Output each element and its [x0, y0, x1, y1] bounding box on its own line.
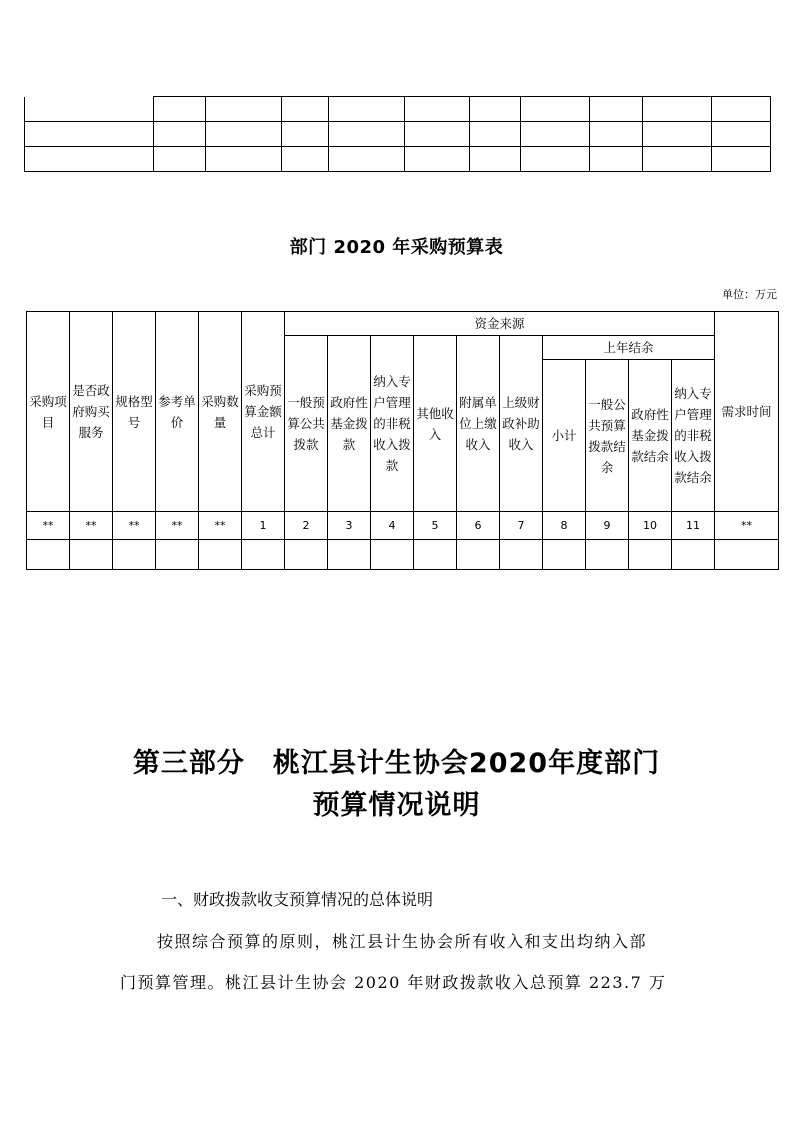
table-cell — [25, 147, 154, 172]
code-cell: 11 — [672, 512, 715, 540]
part-three-title-line2: 预算情况说明 — [312, 790, 481, 821]
empty-cell — [156, 540, 199, 570]
code-cell: 9 — [586, 512, 629, 540]
part-three-title-line1: 第三部分 桃江县计生协会2020年度部门 — [132, 748, 661, 779]
table-cell — [712, 97, 771, 122]
empty-cell — [27, 540, 70, 570]
table-cell — [329, 147, 405, 172]
table-cell — [521, 147, 590, 172]
header-funding-source: 资金来源 — [285, 312, 715, 336]
header-gov-fund: 政府性基金拨款 — [328, 336, 371, 512]
code-cell: ** — [199, 512, 242, 540]
code-cell: ** — [715, 512, 779, 540]
code-cell: 6 — [457, 512, 500, 540]
header-item: 采购项目 — [27, 312, 70, 512]
table-cell — [25, 97, 154, 122]
table-cell — [470, 122, 521, 147]
table-cell — [521, 122, 590, 147]
header-spec: 规格型号 — [113, 312, 156, 512]
section-heading: 一、财政拨款收支预算情况的总体说明 — [161, 890, 434, 909]
code-cell: 5 — [414, 512, 457, 540]
header-superior-subsidy: 上级财政补助收入 — [500, 336, 543, 512]
table-cell — [25, 122, 154, 147]
table-cell — [206, 97, 282, 122]
empty-cell — [672, 540, 715, 570]
header-last-year-balance: 上年结余 — [543, 336, 715, 360]
table-cell — [521, 97, 590, 122]
table-cell — [154, 147, 206, 172]
code-cell: ** — [113, 512, 156, 540]
empty-cell — [629, 540, 672, 570]
empty-cell — [285, 540, 328, 570]
header-gov-purchase: 是否政府购买服务 — [70, 312, 113, 512]
table-cell — [154, 122, 206, 147]
table-cell — [206, 122, 282, 147]
table-cell — [405, 97, 470, 122]
empty-cell — [457, 540, 500, 570]
table-cell — [712, 122, 771, 147]
table-cell — [470, 97, 521, 122]
header-subtotal: 小计 — [543, 360, 586, 512]
table-cell — [590, 122, 643, 147]
table-cell — [590, 147, 643, 172]
code-cell: ** — [27, 512, 70, 540]
code-cell: 3 — [328, 512, 371, 540]
header-nontax: 纳入专户管理的非税收入拨款 — [371, 336, 414, 512]
empty-cell — [242, 540, 285, 570]
empty-cell — [199, 540, 242, 570]
table-cell — [282, 147, 329, 172]
header-general-balance: 一般公共预算拨款结余 — [586, 360, 629, 512]
table-cell — [470, 147, 521, 172]
table-cell — [329, 122, 405, 147]
header-affiliate: 附属单位上缴收入 — [457, 336, 500, 512]
header-demand-time: 需求时间 — [715, 312, 779, 512]
code-cell: 10 — [629, 512, 672, 540]
header-quantity: 采购数量 — [199, 312, 242, 512]
code-cell: ** — [156, 512, 199, 540]
empty-cell — [543, 540, 586, 570]
code-cell: ** — [70, 512, 113, 540]
empty-cell — [113, 540, 156, 570]
table-cell — [405, 147, 470, 172]
unit-label: 单位：万元 — [722, 288, 777, 301]
header-total: 采购预算金额总计 — [242, 312, 285, 512]
paragraph-line: 门预算管理。桃江县计生协会 2020 年财政拨款收入总预算 223.7 万 — [120, 973, 667, 992]
table-cell — [329, 97, 405, 122]
table-cell — [206, 147, 282, 172]
empty-cell — [371, 540, 414, 570]
header-nontax-balance: 纳入专户管理的非税收入拨款结余 — [672, 360, 715, 512]
code-cell: 7 — [500, 512, 543, 540]
previous-table-fragment — [24, 96, 771, 172]
procurement-table-title: 部门 2020 年采购预算表 — [289, 237, 504, 258]
table-cell — [643, 122, 712, 147]
table-cell — [712, 147, 771, 172]
table-cell — [282, 122, 329, 147]
code-cell: 1 — [242, 512, 285, 540]
empty-cell — [414, 540, 457, 570]
code-cell: 8 — [543, 512, 586, 540]
empty-cell — [500, 540, 543, 570]
table-cell — [643, 97, 712, 122]
header-gov-fund-balance: 政府性基金拨款结余 — [629, 360, 672, 512]
table-cell — [282, 97, 329, 122]
header-other-income: 其他收入 — [414, 336, 457, 512]
table-cell — [643, 147, 712, 172]
table-cell — [154, 97, 206, 122]
empty-cell — [70, 540, 113, 570]
table-cell — [405, 122, 470, 147]
header-general-budget: 一般预算公共拨款 — [285, 336, 328, 512]
paragraph-line: 按照综合预算的原则，桃江县计生协会所有收入和支出均纳入部 — [157, 932, 648, 951]
table-cell — [590, 97, 643, 122]
code-cell: 4 — [371, 512, 414, 540]
code-cell: 2 — [285, 512, 328, 540]
header-ref-price: 参考单价 — [156, 312, 199, 512]
empty-cell — [328, 540, 371, 570]
empty-cell — [715, 540, 779, 570]
empty-cell — [586, 540, 629, 570]
procurement-budget-table — [26, 311, 779, 570]
